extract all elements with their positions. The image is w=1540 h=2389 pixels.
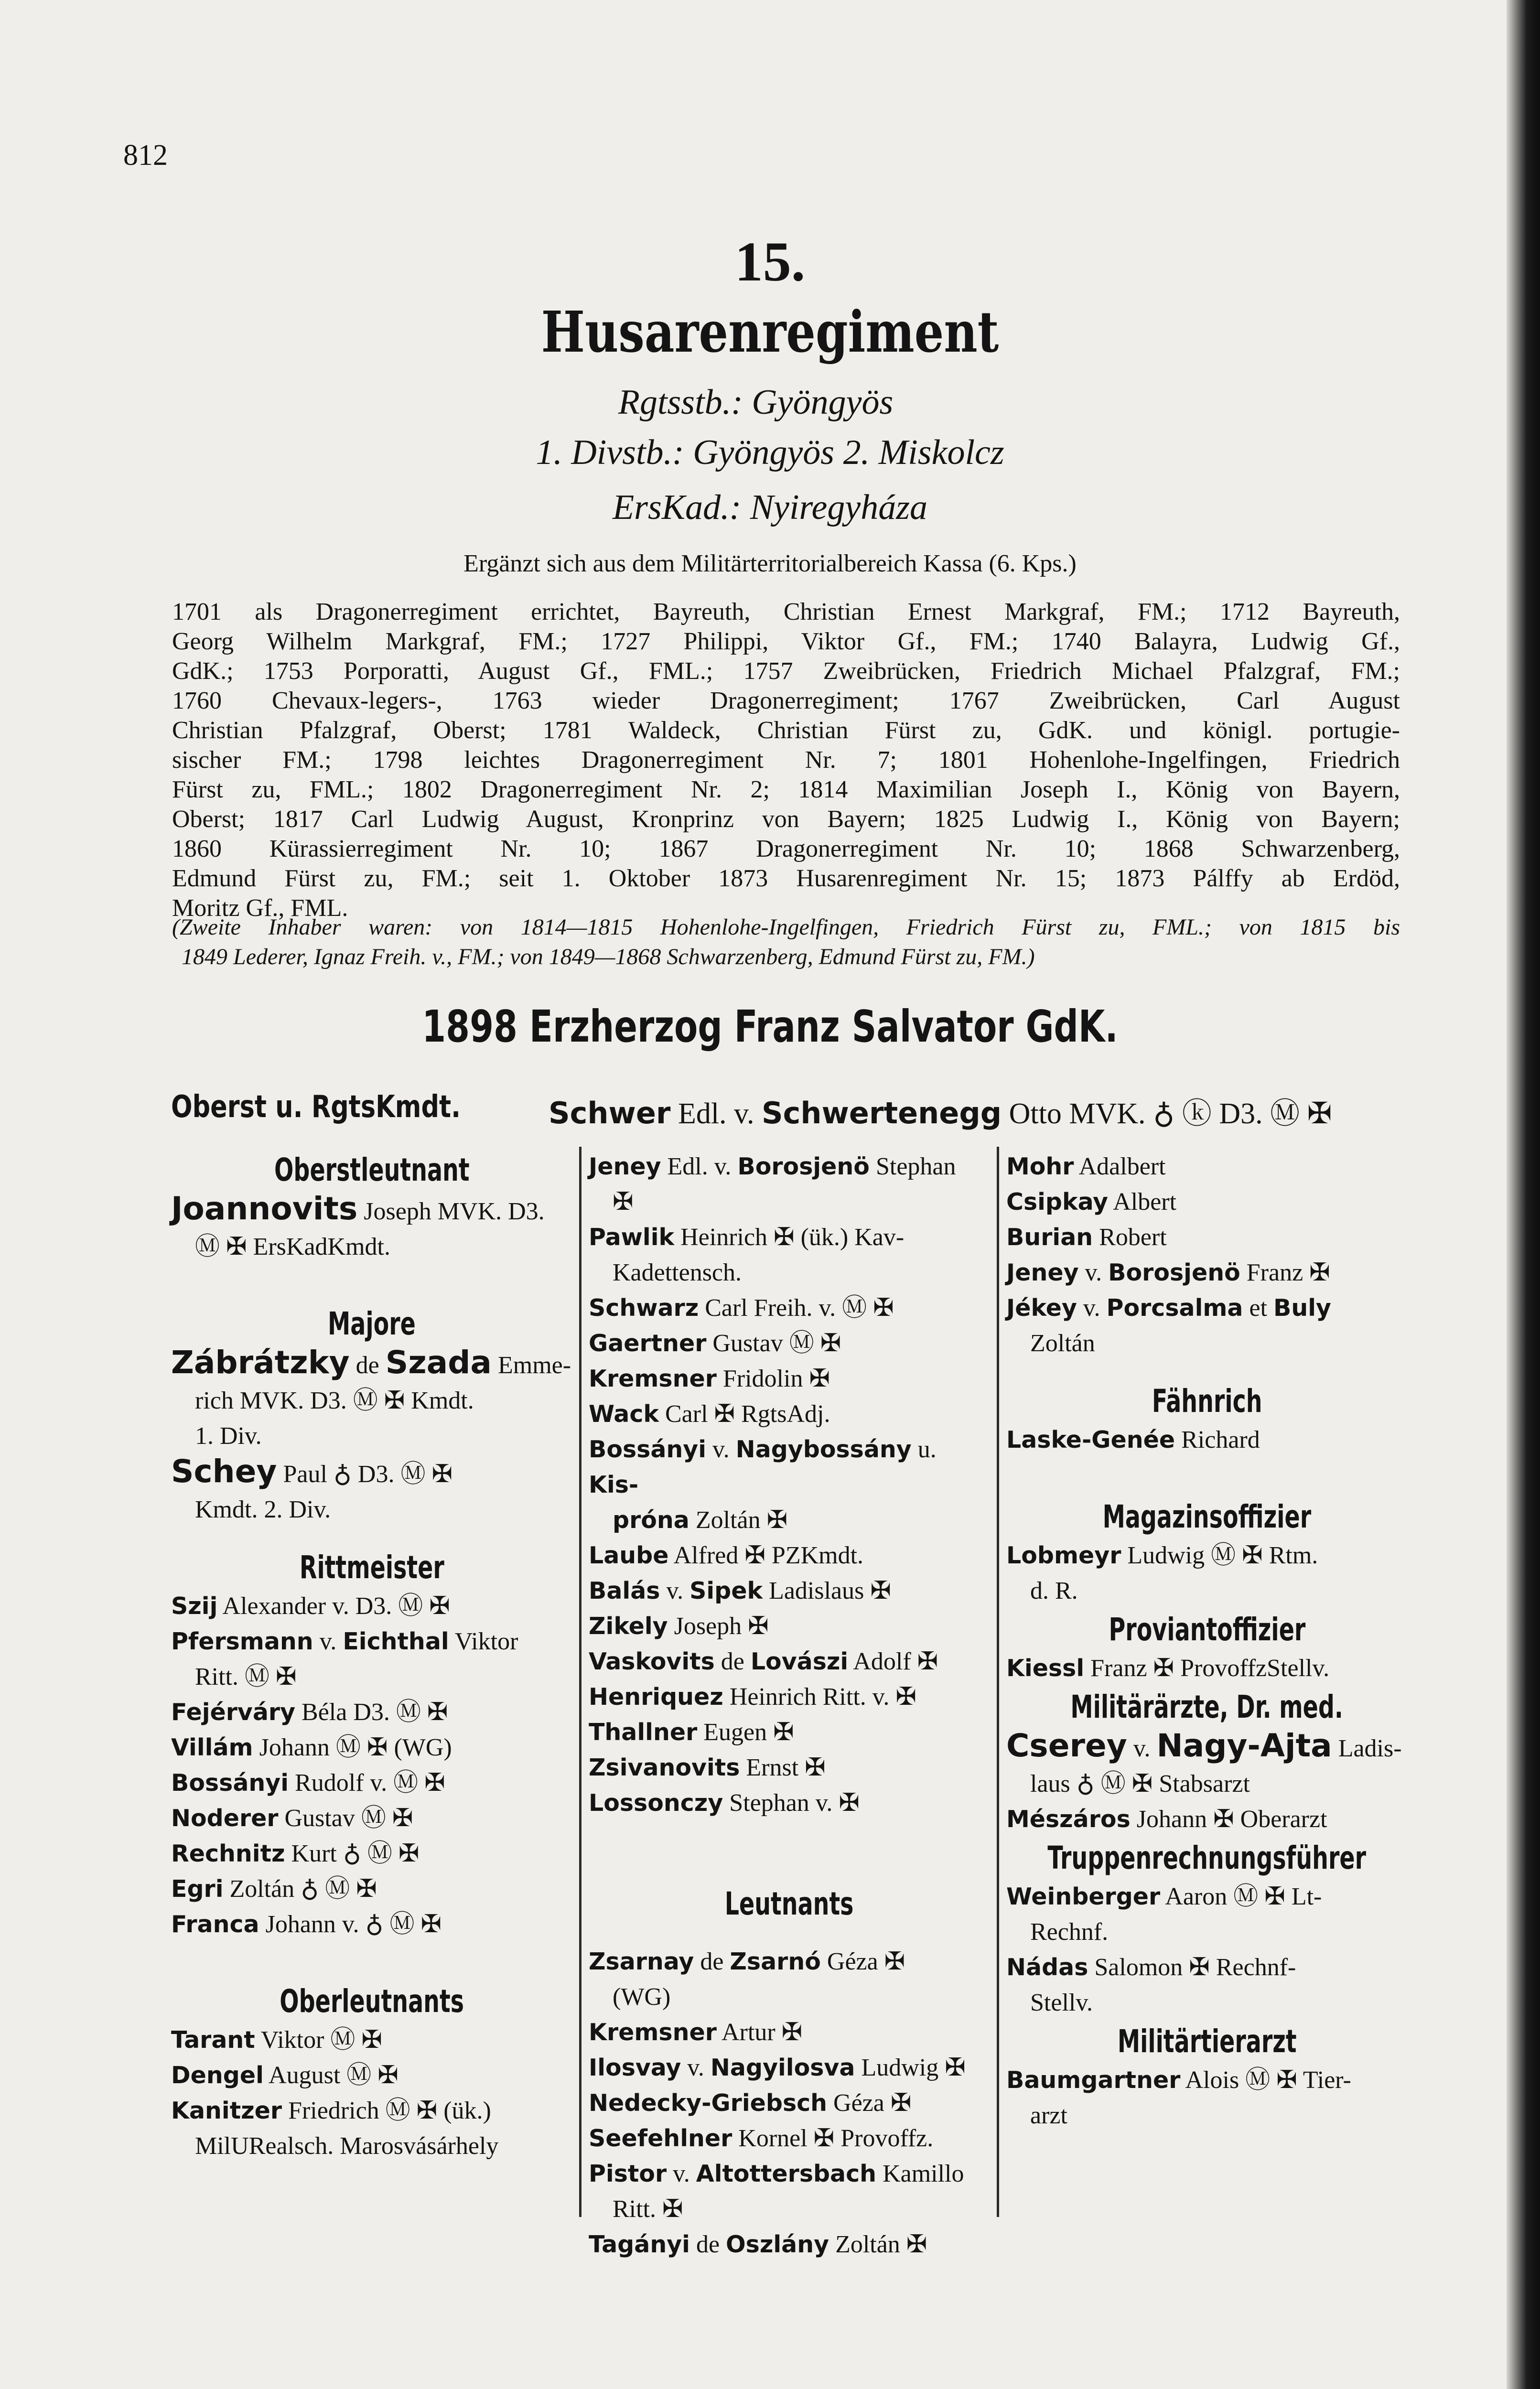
entry-text: de [714, 1648, 751, 1675]
entry-text: Carl ✠ RgtsAdj. [659, 1400, 830, 1428]
history-line: sischer FM.; 1798 leichtes Dragonerregiment Nr. 7; 1801 Hohenlohe-Ingelfingen, Friedrich [172, 746, 1400, 774]
surname: Bossányi [589, 1436, 707, 1463]
entry-text: Rudolf v. Ⓜ ✠ [289, 1769, 445, 1797]
entry-text: Alfred ✠ PZKmdt. [668, 1542, 864, 1569]
surname: Baumgartner [1006, 2066, 1181, 2094]
entry-text: Franz ✠ [1240, 1259, 1330, 1286]
entry-continuation [589, 1503, 990, 1538]
column-1 [171, 1149, 572, 2164]
section-title-text: Leutnants [725, 1885, 854, 1922]
roster-entry [1006, 1184, 1408, 1220]
entry-text: v. [1127, 1735, 1157, 1762]
commander-name [549, 1089, 1332, 1132]
surname: Mészáros [1006, 1806, 1131, 1833]
surname: Schwarz [589, 1294, 699, 1322]
entry-continuation: Kmdt. 2. Div. [195, 1496, 331, 1523]
surname: Fejérváry [171, 1699, 296, 1726]
surname: Csipkay [1006, 1188, 1109, 1216]
surname: Joannovits [171, 1190, 358, 1227]
regiment-history [172, 597, 1400, 923]
roster-entry [589, 1397, 990, 1432]
section-title-text: Rittmeister [299, 1549, 444, 1586]
roster-entry [171, 2058, 572, 2093]
entry-text: v. [660, 1577, 690, 1604]
roster-entry [589, 1609, 990, 1644]
roster-entry [589, 2227, 990, 2262]
regiment-staff: Rgtsstb.: Gyöngyös [618, 383, 894, 422]
section-title-text: Proviantoffizier [1109, 1611, 1305, 1648]
entry-continuation: Kadettensch. [613, 1259, 742, 1286]
surname: Jeney [1006, 1259, 1079, 1286]
entry-text: Artur ✠ [716, 2019, 803, 2046]
surname: Franca [171, 1911, 259, 1938]
surname: Szij [171, 1593, 218, 1620]
surname: Zikely [589, 1613, 668, 1640]
name-part: Schwertenegg [762, 1096, 1002, 1130]
column-divider [997, 1147, 999, 2217]
page-number: 812 [123, 139, 168, 172]
section-title-text: Militärärzte, Dr. med. [1070, 1689, 1344, 1725]
section-title-rittmeister [171, 1547, 572, 1589]
surname: Balás [589, 1577, 660, 1604]
surname: Szada [385, 1344, 492, 1381]
page-edge [1507, 0, 1540, 2389]
roster-entry [589, 2086, 990, 2121]
surname: Schey [171, 1453, 277, 1490]
column-divider [579, 1147, 582, 2217]
entry-text: Carl Freih. v. Ⓜ ✠ [699, 1294, 894, 1322]
surname: Kis- [589, 1471, 639, 1498]
roster-entry [589, 1326, 990, 1361]
entry-continuation: (WG) [613, 1983, 671, 2011]
history-line: 1860 Kürassierregiment Nr. 10; 1867 Dragonerregiment Nr. 10; 1868 Schwarzenberg, [172, 835, 1400, 862]
second-owners-line: 1849 Lederer, Ignaz Freih. v., FM.; von 1849—1868 Schwarzenberg, Edmund Fürst zu, FM.) [182, 944, 1035, 969]
section-title-magazinsoffizier [1006, 1496, 1408, 1538]
section-title-leutnants [589, 1883, 990, 1925]
surname: Kremsner [589, 1365, 717, 1392]
column-2 [589, 1149, 990, 2262]
surname: Nagybossány [735, 1436, 912, 1463]
section-title-faehnrich [1006, 1380, 1408, 1422]
entry-text: Ladislaus ✠ [763, 1577, 891, 1604]
entry-text: de [694, 1948, 730, 1975]
entry-text: et [1243, 1294, 1274, 1322]
surname: Cserey [1006, 1727, 1127, 1764]
surname: Bossányi [171, 1769, 289, 1797]
history-line: Oberst; 1817 Carl Ludwig August, Kronprinz von Bayern; 1825 Ludwig I., König von Bayern; [172, 806, 1400, 833]
surname: Seefehlner [589, 2125, 732, 2152]
roster-entry [171, 1765, 572, 1801]
regiment-number: 15. [734, 230, 806, 293]
history-line: Moritz Gf., FML. [172, 894, 348, 922]
surname: Buly [1273, 1294, 1331, 1322]
entry-text: Aaron Ⓜ ✠ Lt- [1160, 1883, 1322, 1910]
roster-entry [1006, 1651, 1408, 1686]
entry-text: Stephan [869, 1153, 956, 1180]
roster-entry [1006, 1255, 1408, 1291]
roster-entry [171, 1801, 572, 1836]
surname: Wack [589, 1400, 659, 1428]
surname: Borosjenö [1108, 1259, 1240, 1286]
roster-entry [1006, 1879, 1408, 1950]
roster-entry [171, 1730, 572, 1765]
entry-text: Ludwig ✠ [855, 2054, 966, 2081]
surname: Lobmeyr [1006, 1542, 1121, 1569]
entry-text: Johann v. ♁ Ⓜ ✠ [259, 1911, 442, 1938]
division-staff: 1. Divstb.: Gyöngyös 2. Miskolcz [536, 433, 1004, 472]
roster-entry [589, 2121, 990, 2156]
surname: Nagyilosva [710, 2054, 855, 2081]
entry-text: Kamillo [876, 2160, 964, 2187]
entry-text: Stephan v. ✠ [723, 1789, 860, 1817]
roster-entry [1006, 1220, 1408, 1255]
roster-entry [171, 1836, 572, 1872]
history-line: GdK.; 1753 Porporatti, August Gf., FML.; 1757 Zweibrücken, Friedrich Michael Pfalzgraf, FM.; [172, 657, 1400, 685]
entry-text: Alexander v. D3. Ⓜ ✠ [217, 1593, 450, 1620]
roster-entry [171, 1345, 572, 1454]
entry-text: Gustav Ⓜ ✠ [706, 1330, 841, 1357]
roster-entry [1006, 1291, 1408, 1361]
history-line: 1760 Chevaux-legers-, 1763 wieder Dragonerregiment; 1767 Zweibrücken, Carl August [172, 687, 1400, 714]
section-title-militaertierarzt [1006, 2021, 1408, 2063]
entry-text: u. [911, 1436, 937, 1463]
surname: Egri [171, 1875, 224, 1903]
section-title-text: Majore [328, 1305, 416, 1342]
surname: Altottersbach [696, 2160, 877, 2187]
entry-continuation: laus ♁ Ⓜ ✠ Stabsarzt [1030, 1770, 1250, 1797]
replacement-cadre: ErsKad.: Nyiregyháza [612, 488, 928, 527]
entry-text: v. [706, 1436, 736, 1463]
entry-text: Viktor [449, 1628, 518, 1655]
roster-entry [589, 1715, 990, 1750]
commander-rank: Oberst u. RgtsKmdt. [171, 1089, 461, 1125]
entry-continuation: Ritt. ✠ [613, 2195, 683, 2223]
roster-entry [171, 1695, 572, 1730]
roster-entry [171, 2093, 572, 2164]
roster-entry [589, 1538, 990, 1573]
entry-continuation: Stellv. [1030, 1989, 1093, 2016]
surname: Eichthal [343, 1628, 449, 1655]
roster-entry [1006, 2063, 1408, 2133]
surname: Vaskovits [589, 1648, 715, 1675]
entry-text: v. [313, 1628, 343, 1655]
history-line: 1701 als Dragonerregiment errichtet, Bayreuth, Christian Ernest Markgraf, FM.; 1712 Bayreuth, [172, 598, 1400, 625]
section-title-text: Fähnrich [1152, 1383, 1262, 1420]
roster-entry [589, 1432, 990, 1538]
roster-entry [589, 2156, 990, 2227]
surname: Pawlik [589, 1224, 675, 1251]
entry-text: Adolf ✠ [848, 1648, 938, 1675]
surname: Villám [171, 1734, 253, 1761]
section-title-text: Truppenrechnungsführer [1047, 1840, 1367, 1876]
roster-entry [1006, 1538, 1408, 1609]
roster-entry [589, 1679, 990, 1715]
entry-text: Kurt ♁ Ⓜ ✠ [285, 1840, 420, 1867]
roster-entry [1006, 1802, 1408, 1837]
name-part: Otto MVK. ♁ ⓚ D3. Ⓜ ✠ [1002, 1098, 1332, 1130]
surname: Dengel [171, 2062, 264, 2089]
section-title-truppenrechnungsfuehrer [1006, 1837, 1408, 1879]
section-title-militaeraerzte [1006, 1686, 1408, 1728]
surname: Jékey [1006, 1294, 1077, 1322]
surname: Laske-Genée [1006, 1426, 1175, 1453]
regiment-owner: 1898 Erzherzog Franz Salvator GdK. [422, 1001, 1118, 1052]
roster-entry [589, 1149, 990, 1220]
roster-entry [589, 1291, 990, 1326]
entry-text: Viktor Ⓜ ✠ [255, 2026, 382, 2054]
roster-entry [171, 1589, 572, 1624]
entry-text: Gustav Ⓜ ✠ [278, 1805, 413, 1832]
surname: Sipek [689, 1577, 763, 1604]
second-owners-line: (Zweite Inhaber waren: von 1814—1815 Hohenlohe-Ingelfingen, Friedrich Fürst zu, FML.; von 1815 bis [172, 915, 1400, 940]
entry-text: Béla D3. Ⓜ ✠ [295, 1699, 448, 1726]
history-line: Georg Wilhelm Markgraf, FM.; 1727 Philippi, Viktor Gf., FM.; 1740 Balayra, Ludwig Gf., [172, 628, 1400, 655]
surname: Lovászi [750, 1648, 849, 1675]
entry-continuation: rich MVK. D3. Ⓜ ✠ Kmdt. [195, 1387, 474, 1414]
section-title-oberleutnants [171, 1980, 572, 2023]
entry-continuation: Ⓜ ✠ ErsKadKmdt. [195, 1233, 390, 1260]
roster-entry [1006, 1422, 1408, 1458]
surname: Weinberger [1006, 1883, 1161, 1910]
roster-entry [589, 1786, 990, 1821]
surname: Zsivanovits [589, 1754, 740, 1781]
entry-text: Kornel ✠ Provoffz. [732, 2125, 934, 2152]
section-title-text: Oberstleutnant [274, 1151, 470, 1188]
entry-text: v. [667, 2160, 696, 2187]
entry-text: Emme- [491, 1352, 571, 1379]
entry-text: Zoltán ♁ Ⓜ ✠ [223, 1875, 377, 1903]
roster-entry [589, 2015, 990, 2050]
surname: Zábrátzky [171, 1344, 350, 1381]
entry-continuation: arzt [1030, 2102, 1067, 2129]
roster-entry [589, 1220, 990, 1291]
surname: Nagy-Ajta [1156, 1727, 1332, 1764]
recruitment-note: Ergänzt sich aus dem Militärterritorialbereich Kassa (6. Kps.) [463, 550, 1077, 577]
surname: Kremsner [589, 2019, 717, 2046]
surname: Mohr [1006, 1153, 1074, 1180]
section-title-text: Oberleutnants [280, 1983, 464, 2020]
entry-text: Robert [1093, 1224, 1167, 1251]
entry-continuation: Zoltán [1030, 1330, 1095, 1357]
entry-text: Richard [1175, 1426, 1260, 1453]
surname: Lossonczy [589, 1789, 723, 1817]
entry-text: Heinrich Ritt. v. ✠ [723, 1683, 916, 1711]
roster-entry [171, 1907, 572, 1942]
entry-text: Alois Ⓜ ✠ Tier- [1180, 2066, 1351, 2094]
entry-text: Adalbert [1074, 1153, 1166, 1180]
surname: Pistor [589, 2160, 667, 2187]
entry-text: Joseph MVK. D3. [357, 1198, 545, 1225]
surname: Henriquez [589, 1683, 723, 1711]
surname: Kanitzer [171, 2097, 282, 2124]
history-line: Christian Pfalzgraf, Oberst; 1781 Waldeck, Christian Fürst zu, GdK. und königl. portugie- [172, 717, 1400, 744]
entry-text: Franz ✠ ProvoffzStellv. [1084, 1655, 1330, 1682]
history-line: Edmund Fürst zu, FM.; seit 1. Oktober 1873 Husarenregiment Nr. 15; 1873 Pálffy ab Erdöd, [172, 865, 1400, 892]
surname: próna [613, 1507, 689, 1534]
surname: Oszlány [726, 2231, 829, 2258]
entry-text: Ernst ✠ [740, 1754, 826, 1781]
entry-continuation: Rechnf. [1030, 1918, 1109, 1946]
roster-entry [171, 1872, 572, 1907]
entry-text: Zoltán ✠ [689, 1507, 788, 1534]
surname: Borosjenö [737, 1153, 870, 1180]
surname: Porcsalma [1106, 1294, 1243, 1322]
roster-entry [589, 2050, 990, 2086]
roster-entry [589, 1361, 990, 1397]
section-title-text: Magazinsoffizier [1102, 1498, 1312, 1535]
section-title-majore [171, 1303, 572, 1345]
entry-text: Friedrich Ⓜ ✠ (ük.) [282, 2097, 491, 2124]
entry-text: Géza ✠ [827, 2089, 912, 2117]
surname: Pfersmann [171, 1628, 313, 1655]
entry-text: Zoltán ✠ [829, 2231, 927, 2258]
entry-text: v. [1077, 1294, 1107, 1322]
entry-text: Albert [1108, 1188, 1177, 1216]
section-title-proviantoffizier [1006, 1609, 1408, 1651]
surname: Noderer [171, 1805, 279, 1832]
surname: Zsarnay [589, 1948, 694, 1975]
second-owners-note [172, 913, 1400, 972]
roster-entry [589, 1644, 990, 1679]
roster-entry [589, 1750, 990, 1786]
surname: Rechnitz [171, 1840, 285, 1867]
name-part: Edl. v. [670, 1098, 762, 1130]
roster-entry [589, 1944, 990, 2015]
entry-continuation: Ritt. Ⓜ ✠ [195, 1663, 297, 1690]
surname: Tarant [171, 2026, 255, 2054]
section-title-text: Militärtierarzt [1117, 2023, 1297, 2060]
roster-entry [1006, 1149, 1408, 1184]
roster-entry [1006, 1728, 1408, 1802]
surname: Ilosvay [589, 2054, 681, 2081]
surname: Jeney [589, 1153, 661, 1180]
entry-text: Heinrich ✠ (ük.) Kav- [674, 1224, 905, 1251]
surname: Laube [589, 1542, 669, 1569]
entry-text: Johann ✠ Oberarzt [1130, 1806, 1327, 1833]
entry-text: Edl. v. [661, 1153, 738, 1180]
surname: Nedecky-Griebsch [589, 2089, 828, 2117]
entry-text: Paul ♁ D3. Ⓜ ✠ [277, 1461, 453, 1488]
entry-continuation: ✠ [613, 1188, 634, 1216]
entry-text: Joseph ✠ [668, 1613, 769, 1640]
section-title-oberstleutnant [171, 1149, 572, 1191]
roster-entry [171, 2023, 572, 2058]
name-part: Schwer [549, 1096, 671, 1130]
entry-text: Géza ✠ [820, 1948, 905, 1975]
surname: Nádas [1006, 1954, 1088, 1981]
entry-text: Ludwig Ⓜ ✠ Rtm. [1121, 1542, 1318, 1569]
history-line: Fürst zu, FML.; 1802 Dragonerregiment Nr. 2; 1814 Maximilian Joseph I., König von Bayern, [172, 776, 1400, 803]
entry-continuation: d. R. [1030, 1577, 1078, 1604]
surname: Kiessl [1006, 1655, 1085, 1682]
entry-text: Fridolin ✠ [716, 1365, 830, 1392]
entry-text: de [689, 2231, 726, 2258]
entry-text: de [349, 1352, 386, 1379]
roster-entry [171, 1624, 572, 1695]
regiment-title: Husarenregiment [541, 299, 999, 365]
entry-continuation: 1. Div. [195, 1422, 262, 1450]
column-3 [1006, 1149, 1408, 2133]
roster-entry [171, 1191, 572, 1265]
entry-text: August Ⓜ ✠ [263, 2062, 398, 2089]
roster-entry [171, 1454, 572, 1528]
entry-text: Salomon ✠ Rechnf- [1088, 1954, 1296, 1981]
surname: Tagányi [589, 2231, 690, 2258]
entry-text: Ladis- [1332, 1735, 1402, 1762]
entry-text: v. [1078, 1259, 1109, 1286]
surname: Burian [1006, 1224, 1093, 1251]
entry-text: Eugen ✠ [697, 1719, 794, 1746]
entry-text: v. [681, 2054, 711, 2081]
roster-entry [1006, 1950, 1408, 2021]
commander-row [171, 1089, 1413, 1130]
entry-text: Johann Ⓜ ✠ (WG) [253, 1734, 452, 1761]
surname: Zsarnó [730, 1948, 821, 1975]
roster-entry [589, 1573, 990, 1609]
entry-continuation: MilURealsch. Marosvásárhely [195, 2132, 499, 2160]
surname: Thallner [589, 1719, 698, 1746]
surname: Gaertner [589, 1330, 707, 1357]
